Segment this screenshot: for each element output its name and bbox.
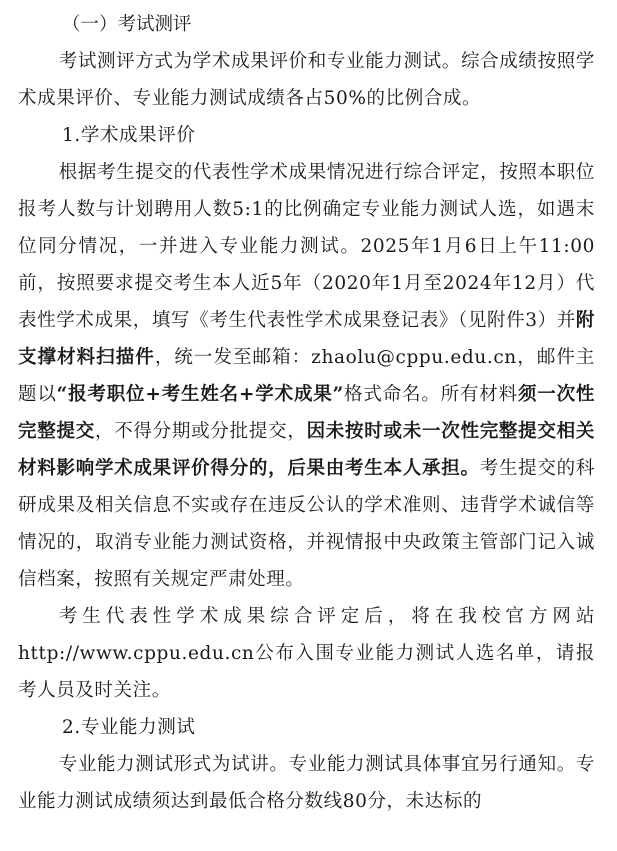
professional-test-paragraph: 专业能力测试形式为试讲。专业能力测试具体事宜另行通知。专业能力测试成绩须达到最低合格分数线80分，未达标的 <box>18 754 595 812</box>
announcement-paragraph <box>18 598 595 709</box>
bold-text-run: “报考职位+考生姓名+学术成果” <box>56 384 344 405</box>
subheading-academic-evaluation: 1.学术成果评价 <box>62 125 196 146</box>
academic-evaluation-paragraph <box>18 154 595 598</box>
text-run: 公布入围专业能力测试人选名单，请报考人员及时关注。 <box>18 643 595 701</box>
bold-text-run: 附支撑材料扫描件 <box>18 310 595 368</box>
bold-text-run: 因未按时或未一次性完整提交相关材料影响学术成果评价得分的，后果由考生本人承担。 <box>18 421 595 479</box>
text-run: 根据考生提交的代表性学术成果情况进行综合评定，按照本职位报考人数与计划聘用人数5:1的比例确定专业能力测试人选，如遇末位同分情况，一并进入专业能力测试。2025年1月6日上午11:00前，按照要求提交考生本人近5年（2020年1月至2024年12月）代表性学术成果，填写《考生代表性学术成果登记表》（见附件3）并 <box>18 162 595 331</box>
section-heading: （一）考试测评 <box>62 14 192 35</box>
website-link[interactable]: http://www.cppu.edu.cn <box>18 643 255 664</box>
text-run: 格式命名。所有材料 <box>343 384 518 405</box>
text-run: 考生代表性学术成果综合评定后，将在我校官方网站 <box>58 606 595 627</box>
text-run: ，不得分期或分批提交， <box>94 421 307 442</box>
subheading-professional-test: 2.专业能力测试 <box>62 717 196 738</box>
intro-paragraph: 考试测评方式为学术成果评价和专业能力测试。综合成绩按照学术成果评价、专业能力测试成绩各占50%的比例合成。 <box>18 51 595 109</box>
text-run: ，统一发至邮箱： <box>154 347 312 368</box>
text-run: 考生提交的科研成果及相关信息不实或存在违反公认的学术准则、违背学术诚信等情况的，取消专业能力测试资格，并视情报中央政策主管部门记入诚信档案，按照有关规定严肃处理。 <box>18 458 595 590</box>
bold-text-run: 须一次性完整提交 <box>18 384 595 442</box>
email-link[interactable]: zhaolu@cppu.edu.cn <box>311 347 517 368</box>
text-run: ，邮件主题以 <box>18 347 595 405</box>
